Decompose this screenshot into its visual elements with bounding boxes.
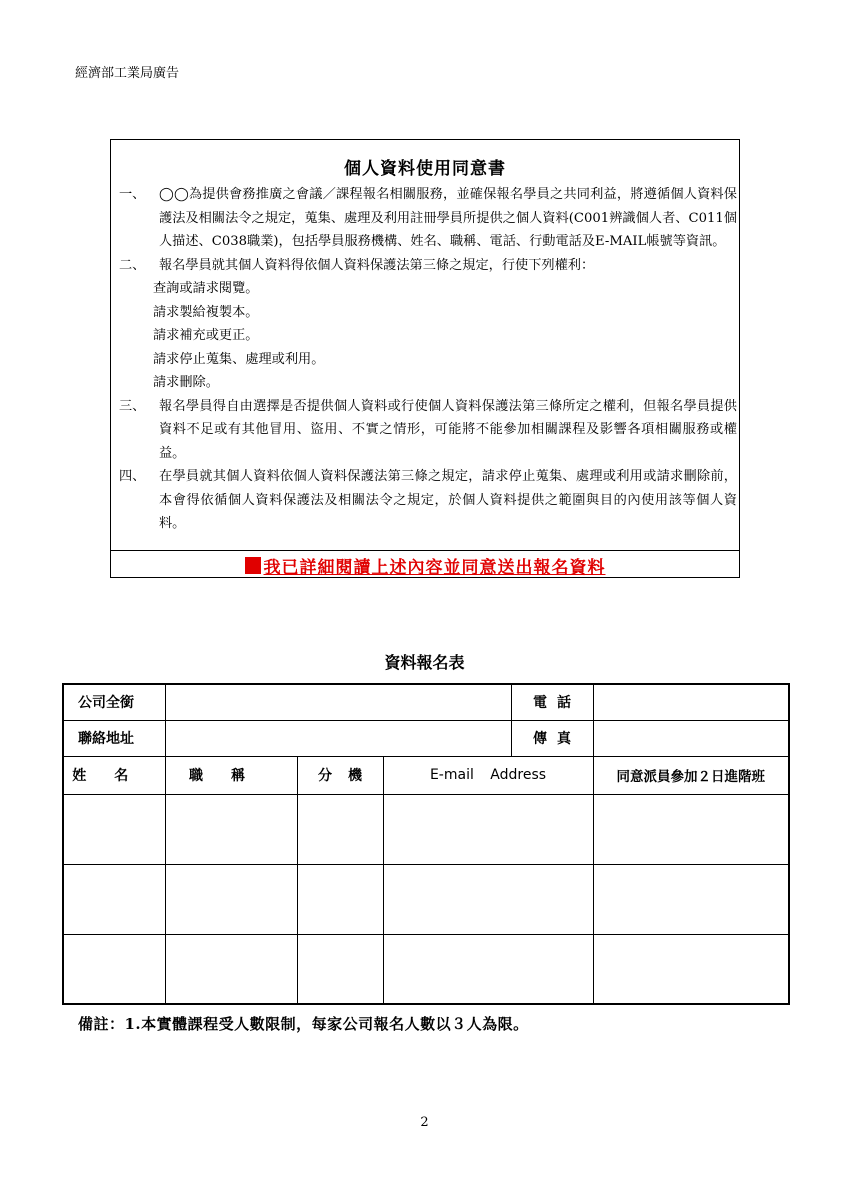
extension-cell[interactable] xyxy=(297,934,383,1004)
consent-title: 個人資料使用同意書 xyxy=(344,159,506,179)
fax-label: 傳真 xyxy=(511,720,593,756)
consent-cell[interactable] xyxy=(593,794,789,864)
col-header-email: E-mail Address xyxy=(383,756,593,794)
consent-confirm-text: 我已詳細閱讀上述內容並同意送出報名資料 xyxy=(263,557,606,578)
right-item: 請求製給複製本。 xyxy=(153,304,259,320)
col-header-extension: 分機 xyxy=(297,756,383,794)
clause-text: 在學員就其個人資料依個人資料保護法第三條之規定，請求停止蒐集、處理或利用或請求刪除前，本會得依循個人資料保護法及相關法令之規定，於個人資料提供之範圍與目的內使用該等個人資料。 xyxy=(159,469,737,531)
extension-cell[interactable] xyxy=(297,864,383,934)
clause-number: 一、 xyxy=(119,187,146,202)
clause-text: 報名學員就其個人資料得依個人資料保護法第三條之規定，行使下列權利： xyxy=(159,257,595,273)
phone-label: 電話 xyxy=(511,684,593,720)
col-header-title: 職稱 xyxy=(165,756,297,794)
fax-input[interactable] xyxy=(593,720,789,756)
clause-number: 四、 xyxy=(119,469,146,484)
col-header-consent: 同意派員參加２日進階班 xyxy=(593,756,789,794)
phone-input[interactable] xyxy=(593,684,789,720)
col-header-name: 姓名 xyxy=(63,756,165,794)
address-row xyxy=(63,720,789,756)
email-cell[interactable] xyxy=(383,794,593,864)
consent-confirm-row[interactable] xyxy=(111,550,739,579)
consent-box xyxy=(110,139,740,578)
name-cell[interactable] xyxy=(63,864,165,934)
note: 備註：1.本實體課程受人數限制，每家公司報名人數以３人為限。 xyxy=(78,1015,529,1033)
clause-number: 二、 xyxy=(119,257,146,273)
page-number: 2 xyxy=(420,1115,429,1130)
right-item: 查詢或請求閱覽。 xyxy=(153,281,259,296)
registration-table xyxy=(62,683,790,1005)
table-row xyxy=(63,934,789,1004)
clause-number: 三、 xyxy=(119,398,146,414)
name-cell[interactable] xyxy=(63,794,165,864)
table-row xyxy=(63,794,789,864)
clause-1 xyxy=(111,183,739,254)
title-cell[interactable] xyxy=(165,864,297,934)
right-item: 請求刪除。 xyxy=(153,375,219,390)
table-row xyxy=(63,864,789,934)
company-input[interactable] xyxy=(165,684,511,720)
clause-text: ◯◯為提供會務推廣之會議／課程報名相關服務，並確保報名學員之共同利益，將遵循個人資料保護法及相關法令之規定，蒐集、處理及利用註冊學員所提供之個人資料(C001辨識個人者、C011個人描述、C038職業)，包括學員服務機構、姓名、職稱、電話、行動電話及E-MAIL帳號等資訊。 xyxy=(159,187,737,249)
title-cell[interactable] xyxy=(165,934,297,1004)
title-cell[interactable] xyxy=(165,794,297,864)
clause-2 xyxy=(111,254,739,278)
clause-text: 報名學員得自由選擇是否提供個人資料或行使個人資料保護法第三條所定之權利，但報名學員提供資料不足或有其他冒用、盜用、不實之情形，可能將不能參加相關課程及影響各項相關服務或權益。 xyxy=(159,398,737,461)
consent-cell[interactable] xyxy=(593,934,789,1004)
email-cell[interactable] xyxy=(383,934,593,1004)
name-cell[interactable] xyxy=(63,934,165,1004)
extension-cell[interactable] xyxy=(297,794,383,864)
company-label: 公司全銜 xyxy=(63,684,165,720)
email-cell[interactable] xyxy=(383,864,593,934)
clause-4 xyxy=(111,465,739,536)
right-item: 請求停止蒐集、處理或利用。 xyxy=(153,351,325,367)
column-header-row xyxy=(63,756,789,794)
right-item: 請求補充或更正。 xyxy=(153,328,259,343)
header-org: 經濟部工業局廣告 xyxy=(75,66,180,81)
form-title: 資料報名表 xyxy=(384,653,465,672)
consent-clauses xyxy=(111,183,739,536)
clause-3 xyxy=(111,395,739,466)
address-input[interactable] xyxy=(165,720,511,756)
company-row xyxy=(63,684,789,720)
consent-cell[interactable] xyxy=(593,864,789,934)
consent-checkbox[interactable] xyxy=(245,557,261,574)
address-label: 聯絡地址 xyxy=(63,720,165,756)
